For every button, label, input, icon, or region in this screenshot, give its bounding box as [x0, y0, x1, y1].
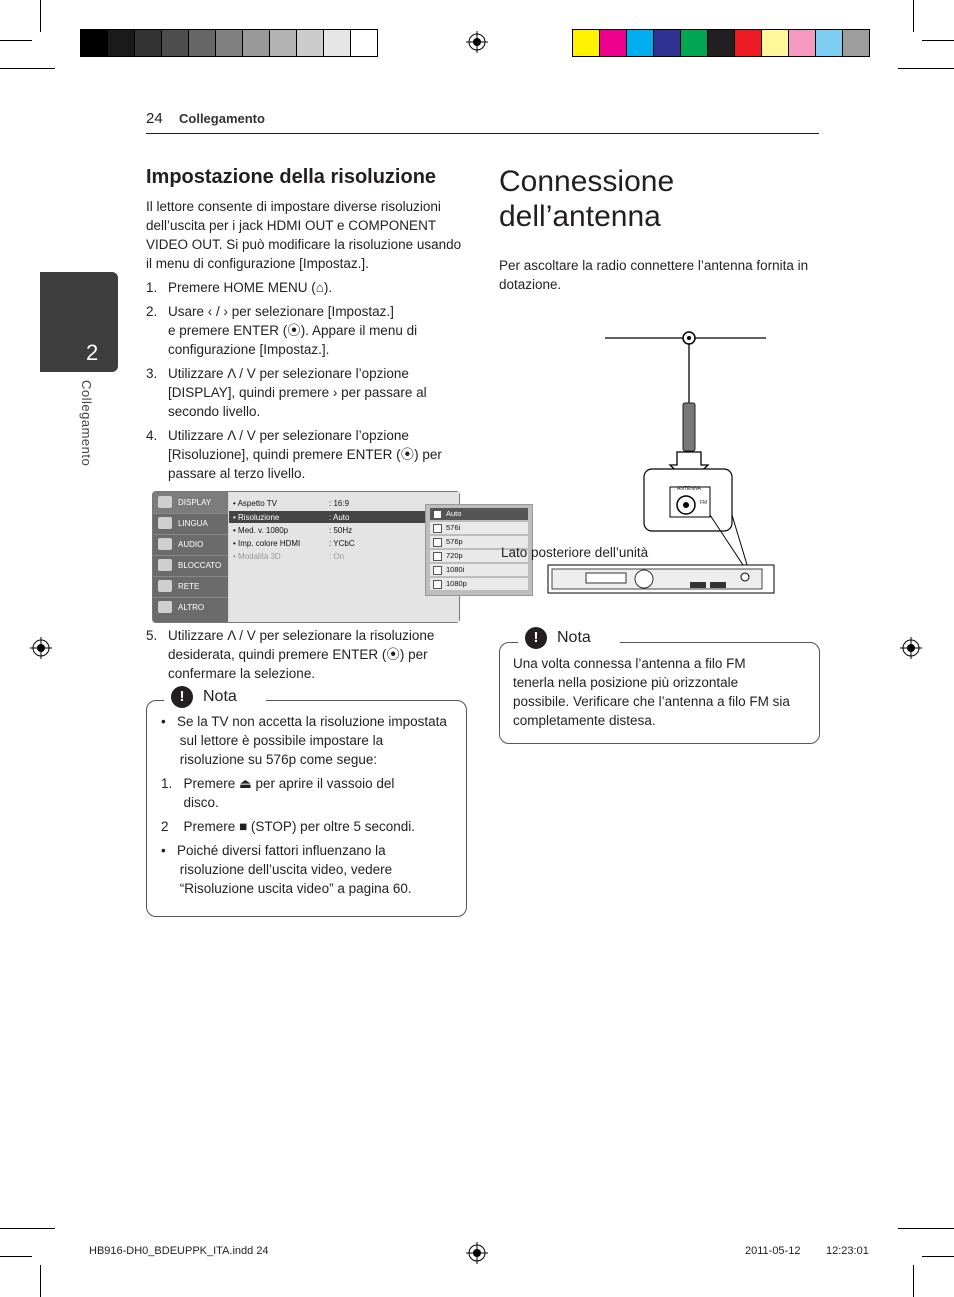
lock-icon	[158, 559, 172, 571]
step-text: Utilizzare Λ / V per selezionare l’opzione	[168, 428, 409, 443]
color-swatch	[351, 30, 377, 56]
header-rule	[146, 133, 819, 134]
menu-option: • Aspetto TV	[233, 499, 278, 508]
crop-mark	[0, 1256, 32, 1257]
other-icon	[158, 601, 172, 613]
antenna-intro: Per ascoltare la radio connettere l’antenna fornita in dotazione.	[499, 258, 809, 292]
crop-mark	[40, 1265, 41, 1297]
registration-mark-icon	[900, 637, 922, 659]
color-swatch	[600, 30, 627, 56]
color-swatch	[681, 30, 708, 56]
antenna-heading	[499, 164, 819, 234]
color-swatch	[762, 30, 789, 56]
menu-option-value: : Auto	[329, 513, 350, 522]
menu-option-value: : YCbC	[329, 539, 355, 548]
resolution-heading: Impostazione della risoluzione	[146, 166, 437, 188]
grayscale-bar	[80, 29, 378, 57]
crop-mark	[898, 1228, 954, 1229]
color-swatch	[297, 30, 324, 56]
nota-line: • Se la TV non accetta la risoluzione impostata	[161, 714, 447, 729]
nota-line: tenerla nella posizione più orizzontale	[513, 675, 739, 690]
step-number: 2.	[146, 304, 158, 319]
color-swatch	[843, 30, 869, 56]
nota-line: risoluzione su 576p come segue:	[161, 752, 378, 767]
color-swatch	[708, 30, 735, 56]
exclamation-icon: !	[171, 686, 193, 708]
chapter-label: Collegamento	[79, 380, 94, 467]
nota-line: sul lettore è possibile impostare la	[161, 733, 384, 748]
chapter-tab	[40, 272, 118, 372]
nota-title: Nota	[557, 629, 591, 646]
menu-option-value: : On	[329, 552, 345, 561]
crop-mark	[40, 0, 41, 32]
color-swatch	[216, 30, 243, 56]
nota-line: “Risoluzione uscita video” a pagina 60.	[161, 881, 412, 896]
checkbox-icon	[433, 524, 442, 533]
color-swatch	[81, 30, 108, 56]
popup-row: 720p	[430, 550, 528, 562]
step-text: e premere ENTER (⦿). Appare il menu di	[168, 323, 418, 338]
page-number: 24	[146, 110, 163, 127]
menu-option-value: : 16:9	[329, 499, 350, 508]
menu-options-panel	[229, 492, 467, 622]
checkbox-icon	[433, 552, 442, 561]
color-swatch	[789, 30, 816, 56]
popup-row: Auto	[430, 508, 528, 520]
port-label: ANTENNA	[677, 486, 701, 492]
step-text: Utilizzare Λ / V per selezionare l’opzione	[168, 366, 409, 381]
popup-row: 1080p	[430, 578, 528, 590]
crop-mark	[922, 40, 954, 41]
section-title: Collegamento	[179, 111, 265, 126]
color-swatch	[735, 30, 762, 56]
menu-item-altro: ALTRO	[153, 597, 228, 618]
menu-item-rete: RETE	[153, 576, 228, 598]
diagram-caption: Lato posteriore dell’unità	[501, 545, 649, 560]
registration-mark-icon	[30, 637, 52, 659]
color-swatch	[189, 30, 216, 56]
nota-line: • Poiché diversi fattori influenzano la	[161, 843, 386, 858]
footer-date: 2011-05-12	[745, 1245, 801, 1257]
menu-sidebar	[153, 492, 228, 622]
menu-option: • Risoluzione	[233, 513, 280, 522]
menu-option-value: : 50Hz	[329, 526, 353, 535]
color-swatch	[243, 30, 270, 56]
color-swatch	[324, 30, 351, 56]
crop-mark	[0, 40, 32, 41]
color-swatch	[108, 30, 135, 56]
nota-title: Nota	[203, 688, 237, 705]
menu-option: • Imp. colore HDMI	[233, 539, 301, 548]
nota-line: 2 Premere ■ (STOP) per oltre 5 secondi.	[161, 819, 416, 834]
antenna-plug-icon	[683, 403, 695, 451]
registration-mark-icon	[466, 31, 488, 53]
crop-mark	[913, 0, 914, 32]
step-text: Premere HOME MENU (⌂).	[168, 280, 333, 295]
step-text: passare al terzo livello.	[168, 466, 306, 481]
color-swatch	[135, 30, 162, 56]
checkbox-icon	[433, 538, 442, 547]
footer-file: HB916-DH0_BDEUPPK_ITA.indd 24	[89, 1245, 269, 1257]
step-number: 5.	[146, 628, 158, 643]
nota-line: 1. Premere ⏏ per aprire il vassoio del	[161, 776, 395, 791]
step-text: configurazione [Impostaz.].	[168, 342, 330, 357]
resolution-intro: Il lettore consente di impostare diverse risoluzioni dell’uscita per i jack HDMI OUT e COMPONENT VIDEO OUT. Si può modificare la risoluzione usando il menu di configurazione [Impostaz.].	[146, 199, 462, 271]
nota-line: disco.	[161, 795, 219, 810]
checkbox-icon	[433, 510, 442, 519]
crop-mark	[0, 1228, 55, 1229]
step-number: 3.	[146, 366, 158, 381]
step-text: secondo livello.	[168, 404, 261, 419]
nota-line: completamente distesa.	[513, 713, 656, 728]
nota-line: Una volta connessa l’antenna a filo FM	[513, 656, 746, 671]
menu-item-audio: AUDIO	[153, 534, 228, 556]
registration-mark-icon	[466, 1242, 488, 1264]
display-icon	[158, 496, 172, 508]
popup-row: 1080i	[430, 564, 528, 576]
color-swatch	[270, 30, 297, 56]
popup-row: 576p	[430, 536, 528, 548]
menu-option: • Modalità 3D	[233, 552, 281, 561]
language-icon	[158, 517, 172, 529]
step-text: desiderata, quindi premere ENTER (⦿) per	[168, 647, 428, 662]
audio-icon	[158, 538, 172, 550]
menu-option: • Med. v. 1080p	[233, 526, 289, 535]
setup-menu-screenshot	[152, 491, 467, 623]
step-text: Utilizzare Λ / V per selezionare la risoluzione	[168, 628, 435, 643]
menu-item-bloccato: BLOCCATO	[153, 555, 228, 577]
color-swatch	[627, 30, 654, 56]
footer-time: 12:23:01	[826, 1245, 869, 1257]
step-number: 4.	[146, 428, 158, 443]
popup-row: 576i	[430, 522, 528, 534]
step-text: Usare ‹ / › per selezionare [Impostaz.]	[168, 304, 394, 319]
exclamation-icon: !	[525, 627, 547, 649]
color-swatch	[654, 30, 681, 56]
color-swatch	[162, 30, 189, 56]
nota-line: risoluzione dell’uscita video, vedere	[161, 862, 393, 877]
checkbox-icon	[433, 566, 442, 575]
crop-mark	[922, 1256, 954, 1257]
network-icon	[158, 580, 172, 592]
antenna-heading-line1: Connessione	[499, 165, 675, 198]
color-bar	[572, 29, 870, 57]
color-swatch	[573, 30, 600, 56]
menu-item-lingua: LINGUA	[153, 513, 228, 535]
crop-mark	[898, 68, 954, 69]
color-swatch	[816, 30, 843, 56]
crop-mark	[913, 1265, 914, 1297]
step-text: [DISPLAY], quindi premere › per passare al	[168, 385, 427, 400]
nota-line: possibile. Verificare che l’antenna a filo FM sia	[513, 694, 790, 709]
antenna-heading-line2: dell’antenna	[499, 200, 661, 233]
crop-mark	[0, 68, 55, 69]
fm-label: FM	[700, 500, 708, 506]
menu-item-display: DISPLAY	[153, 492, 228, 514]
step-text: [Risoluzione], quindi premere ENTER (⦿) per	[168, 447, 442, 462]
checkbox-icon	[433, 580, 442, 589]
step-number: 1.	[146, 280, 158, 295]
step-text: confermare la selezione.	[168, 666, 316, 681]
chapter-number: 2	[86, 340, 99, 365]
